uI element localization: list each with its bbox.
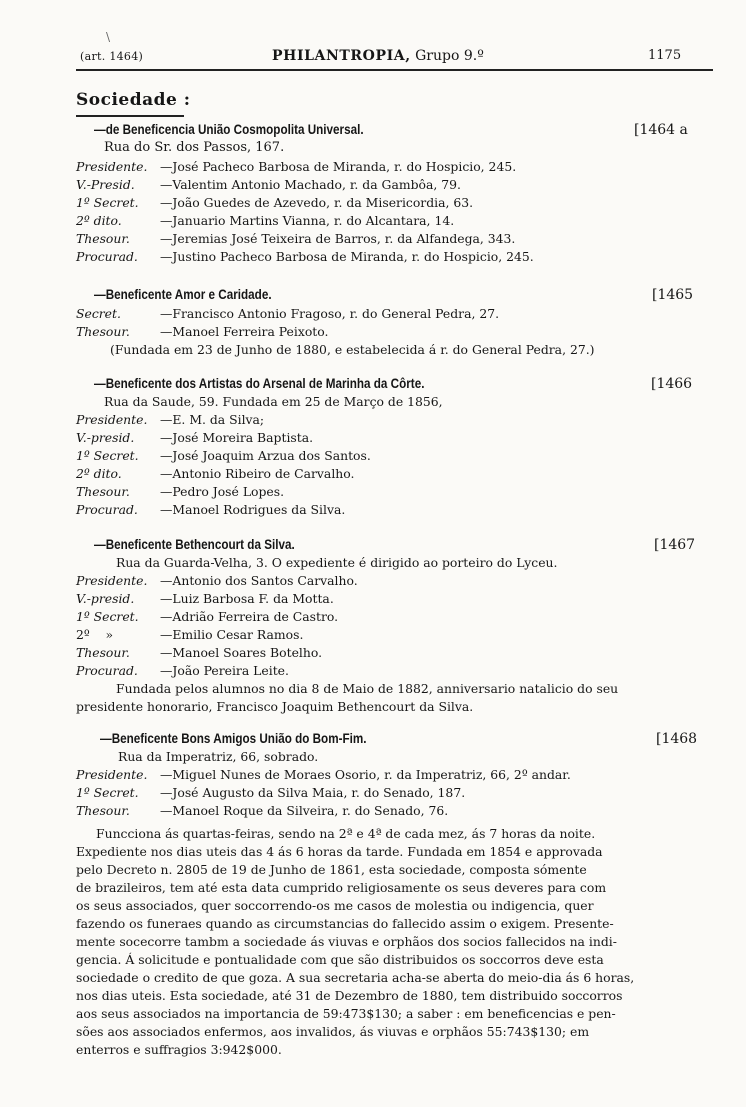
officer-name: —Manoel Rodrigues da Silva. bbox=[160, 502, 346, 517]
officer-name: —José Moreira Baptista. bbox=[160, 430, 314, 445]
officer-name: —Valentim Antonio Machado, r. da Gambôa, 79. bbox=[160, 177, 461, 192]
officer-name: —Manoel Ferreira Peixoto. bbox=[160, 324, 329, 339]
officer-role: Presidente. bbox=[76, 573, 148, 588]
header-article-ref: (art. 1464) bbox=[80, 50, 144, 63]
officer-role: 1º Secret. bbox=[76, 448, 139, 463]
entry-number: [1468 bbox=[656, 731, 698, 747]
entry-title: —Beneficente Bons Amigos União do Bom-Fim. bbox=[100, 731, 367, 746]
officer-role: Procurad. bbox=[76, 663, 138, 678]
paragraph-line: pelo Decreto n. 2805 de 19 de Junho de 1861, esta sociedade, composta sómente bbox=[76, 862, 587, 877]
officer-name: —Manoel Roque da Silveira, r. do Senado, 76. bbox=[160, 803, 449, 818]
section-title: Sociedade : bbox=[76, 90, 191, 110]
officer-role: Thesour. bbox=[76, 645, 130, 660]
paragraph-line: enterros e suffragios 3:942$000. bbox=[76, 1042, 282, 1057]
entry-number: [1467 bbox=[654, 537, 696, 553]
officer-role: Procurad. bbox=[76, 502, 138, 517]
officer-name: —Manoel Soares Botelho. bbox=[160, 645, 323, 660]
officer-name: —Luiz Barbosa F. da Motta. bbox=[160, 591, 334, 606]
entry-title: —Beneficente Bethencourt da Silva. bbox=[94, 537, 295, 552]
entry-title: —de Beneficencia União Cosmopolita Universal. bbox=[94, 122, 364, 137]
officer-name: —Pedro José Lopes. bbox=[160, 484, 285, 499]
entry-note-line: Fundada pelos alumnos no dia 8 de Maio de 1882, anniversario natalicio do seu bbox=[116, 681, 619, 696]
officer-name: —Januario Martins Vianna, r. do Alcantara, 14. bbox=[160, 213, 455, 228]
entry-number: [1465 bbox=[652, 287, 694, 303]
officer-name: —José Augusto da Silva Maia, r. do Senado, 187. bbox=[160, 785, 466, 800]
paragraph-line: Expediente nos dias uteis das 4 ás 6 horas da tarde. Fundada em 1854 e approvada bbox=[76, 844, 603, 859]
officer-role: Thesour. bbox=[76, 324, 130, 339]
header-title bbox=[272, 48, 484, 64]
officer-role: Presidente. bbox=[76, 767, 148, 782]
header-title-rest: Grupo 9.º bbox=[410, 48, 484, 64]
officer-role: 2º » bbox=[76, 627, 114, 642]
page-number: 1175 bbox=[648, 48, 682, 63]
header-rule bbox=[76, 69, 713, 71]
officer-role: 2º dito. bbox=[76, 213, 122, 228]
section-title-underline bbox=[76, 115, 184, 117]
entry-note-line: presidente honorario, Francisco Joaquim Bethencourt da Silva. bbox=[76, 699, 474, 714]
entry-number: [1464 a bbox=[634, 122, 688, 138]
entry-address: Rua da Guarda-Velha, 3. O expediente é dirigido ao porteiro do Lyceu. bbox=[116, 555, 558, 570]
officer-role: V.-presid. bbox=[76, 591, 135, 606]
officer-role: Procurad. bbox=[76, 249, 138, 264]
entry-title: —Beneficente dos Artistas do Arsenal de Marinha da Côrte. bbox=[94, 376, 425, 391]
officer-role: Thesour. bbox=[76, 803, 130, 818]
paragraph-line: nos dias uteis. Esta sociedade, até 31 de Dezembro de 1880, tem distribuido soccorros bbox=[76, 988, 623, 1003]
paragraph-line: gencia. Á solicitude e pontualidade com que são distribuidos os soccorros deve esta bbox=[76, 952, 604, 967]
officer-name: —Justino Pacheco Barbosa de Miranda, r. do Hospicio, 245. bbox=[160, 249, 534, 264]
entry-title: —Beneficente Amor e Caridade. bbox=[94, 287, 272, 302]
paragraph-line: sões aos associados enfermos, aos invalidos, ás viuvas e orphãos 55:743$130; em bbox=[76, 1024, 590, 1039]
officer-name: —Antonio Ribeiro de Carvalho. bbox=[160, 466, 355, 481]
scan-mark: \ bbox=[106, 30, 111, 44]
officer-role: 1º Secret. bbox=[76, 609, 139, 624]
paragraph-line: os seus associados, quer soccorrendo-os me casos de molestia ou indigencia, quer bbox=[76, 898, 594, 913]
officer-name: —Emilio Cesar Ramos. bbox=[160, 627, 304, 642]
officer-name: —José Joaquim Arzua dos Santos. bbox=[160, 448, 371, 463]
officer-name: —Antonio dos Santos Carvalho. bbox=[160, 573, 358, 588]
officer-role: Presidente. bbox=[76, 412, 148, 427]
entry-address: Rua do Sr. dos Passos, 167. bbox=[104, 140, 285, 155]
officer-name: —Adrião Ferreira de Castro. bbox=[160, 609, 339, 624]
entry-note: (Fundada em 23 de Junho de 1880, e estabelecida á r. do General Pedra, 27.) bbox=[110, 342, 595, 357]
officer-name: —João Pereira Leite. bbox=[160, 663, 289, 678]
officer-role: 1º Secret. bbox=[76, 195, 139, 210]
officer-role: V.-presid. bbox=[76, 430, 135, 445]
officer-role: Thesour. bbox=[76, 484, 130, 499]
officer-role: 2º dito. bbox=[76, 466, 122, 481]
officer-name: —Francisco Antonio Fragoso, r. do General Pedra, 27. bbox=[160, 306, 500, 321]
officer-role: V.-Presid. bbox=[76, 177, 135, 192]
paragraph-line: Funcciona ás quartas-feiras, sendo na 2ª e 4ª de cada mez, ás 7 horas da noite. bbox=[96, 826, 596, 841]
paragraph-line: aos seus associados na importancia de 59:473$130; a saber : em beneficencias e pen- bbox=[76, 1006, 616, 1021]
paragraph-line: mente socecorre tambm a sociedade ás viuvas e orphãos dos socios fallecidos na indi- bbox=[76, 934, 617, 949]
officer-role: Secret. bbox=[76, 306, 121, 321]
paragraph-line: sociedade o credito de que goza. A sua secretaria acha-se aberta do meio-dia ás 6 horas, bbox=[76, 970, 635, 985]
entry-number: [1466 bbox=[651, 376, 693, 392]
officer-role: Presidente. bbox=[76, 159, 148, 174]
officer-name: —Miguel Nunes de Moraes Osorio, r. da Imperatriz, 66, 2º andar. bbox=[160, 767, 571, 782]
entry-address: Rua da Saude, 59. Fundada em 25 de Março de 1856, bbox=[104, 394, 443, 409]
entry-address: Rua da Imperatriz, 66, sobrado. bbox=[118, 749, 319, 764]
officer-role: Thesour. bbox=[76, 231, 130, 246]
officer-role: 1º Secret. bbox=[76, 785, 139, 800]
officer-name: —José Pacheco Barbosa de Miranda, r. do Hospicio, 245. bbox=[160, 159, 517, 174]
header-title-bold: PHILANTROPIA, bbox=[272, 48, 411, 64]
officer-name: —Jeremias José Teixeira de Barros, r. da Alfandega, 343. bbox=[160, 231, 516, 246]
officer-name: —E. M. da Silva; bbox=[160, 412, 265, 427]
paragraph-line: de brazileiros, tem até esta data cumprido religiosamente os seus deveres para com bbox=[76, 880, 607, 895]
paragraph-line: fazendo os funeraes quando as circumstancias do fallecido assim o exigem. Presente- bbox=[76, 916, 614, 931]
officer-name: —João Guedes de Azevedo, r. da Misericordia, 63. bbox=[160, 195, 474, 210]
